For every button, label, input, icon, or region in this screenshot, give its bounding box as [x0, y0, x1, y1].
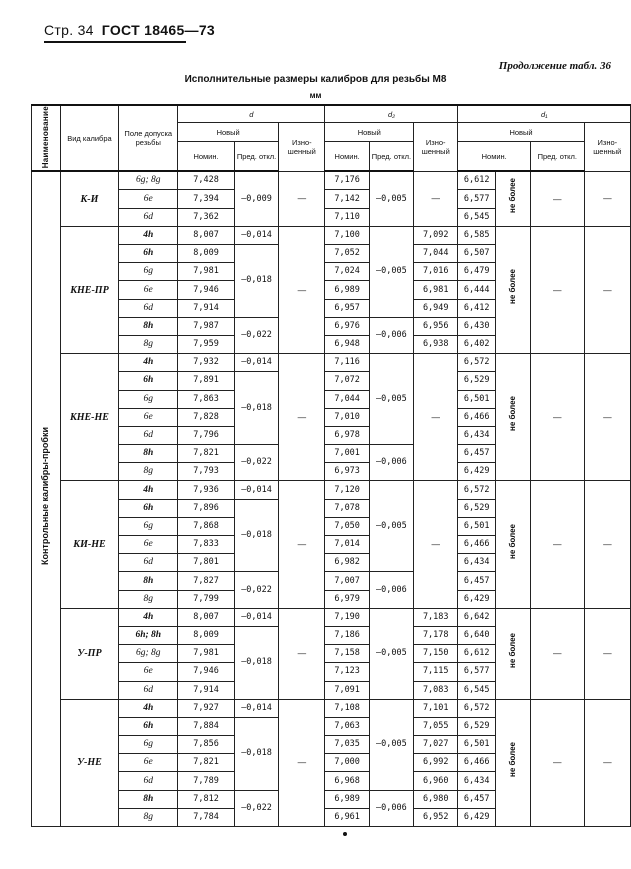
d-deviation: —0,014: [234, 699, 278, 717]
d-nominal: 8,009: [178, 626, 235, 644]
d1-worn: —: [584, 226, 630, 353]
tolerance-field: 6d: [119, 208, 178, 226]
d2-worn: 6,960: [414, 772, 458, 790]
d2-worn: 6,992: [414, 754, 458, 772]
tolerance-field: 4h: [119, 354, 178, 372]
not-more-cell: [495, 226, 530, 353]
d2-nominal: 7,110: [325, 208, 369, 226]
d-worn: —: [279, 699, 325, 826]
table-row: [32, 171, 631, 190]
tolerance-field: 4h: [119, 481, 178, 499]
tolerance-field: 6g: [119, 263, 178, 281]
tolerance-field: 4h: [119, 608, 178, 626]
d2-worn: 6,938: [414, 335, 458, 353]
gauge-kind: КИ-НЕ: [60, 481, 119, 608]
header-d2: d₂: [325, 105, 458, 123]
d2-nominal: 6,978: [325, 426, 369, 444]
d2-nominal: 6,979: [325, 590, 369, 608]
d-nominal: 7,863: [178, 390, 235, 408]
d2-nominal: 6,973: [325, 463, 369, 481]
d2-nominal: 7,014: [325, 536, 369, 554]
d2-worn: 7,016: [414, 263, 458, 281]
d-nominal: 7,936: [178, 481, 235, 499]
d-nominal: 7,828: [178, 408, 235, 426]
d1-nominal: 6,545: [458, 681, 496, 699]
not-more-cell: [495, 481, 530, 608]
header-field: Поле допуска резьбы: [119, 105, 178, 171]
table-row: [32, 354, 631, 372]
tolerance-field: 8h: [119, 317, 178, 335]
d1-nominal: 6,577: [458, 190, 496, 208]
d1-nominal: 6,529: [458, 499, 496, 517]
d2-deviation: —0,006: [369, 445, 413, 481]
d2-nominal: 7,024: [325, 263, 369, 281]
d1-nominal: 6,577: [458, 663, 496, 681]
d2-nominal: 7,044: [325, 390, 369, 408]
header-d2-new: Новый: [325, 123, 414, 142]
d-nominal: 7,927: [178, 699, 235, 717]
d-nominal: 7,884: [178, 717, 235, 735]
not-more-label: не более: [508, 523, 518, 559]
d-nominal: 7,891: [178, 372, 235, 390]
tolerance-field: 6g; 8g: [119, 645, 178, 663]
tolerance-field: 8g: [119, 808, 178, 826]
d1-nominal: 6,585: [458, 226, 496, 244]
d1-nominal: 6,402: [458, 335, 496, 353]
d2-nominal: 7,072: [325, 372, 369, 390]
d2-worn: 7,101: [414, 699, 458, 717]
d2-deviation: —0,005: [369, 354, 413, 445]
d1-nominal: 6,444: [458, 281, 496, 299]
tolerance-field: 8g: [119, 335, 178, 353]
gauge-kind: К-И: [60, 171, 119, 226]
d1-nominal: 6,545: [458, 208, 496, 226]
tolerance-field: 6e: [119, 754, 178, 772]
d-worn: —: [279, 171, 325, 226]
page-number: Стр. 34: [44, 22, 94, 38]
d-worn: —: [279, 354, 325, 481]
d-nominal: 7,833: [178, 536, 235, 554]
d1-nominal: 6,529: [458, 717, 496, 735]
d-nominal: 7,796: [178, 426, 235, 444]
d-deviation: —0,009: [234, 171, 278, 226]
table-row: [32, 481, 631, 499]
not-more-label: не более: [508, 269, 518, 305]
not-more-cell: [495, 354, 530, 481]
d-nominal: 7,801: [178, 554, 235, 572]
tolerance-field: 6h; 8h: [119, 626, 178, 644]
gauge-dimensions-table: [31, 104, 631, 827]
tolerance-field: 6d: [119, 426, 178, 444]
tolerance-field: 6h: [119, 245, 178, 263]
d1-worn: —: [584, 608, 630, 699]
d1-nominal: 6,457: [458, 572, 496, 590]
d1-worn: —: [584, 699, 630, 826]
group-name-cell: [32, 171, 61, 826]
header-kind: Вид калибра: [60, 105, 119, 171]
d1-nominal: 6,429: [458, 808, 496, 826]
tolerance-field: 6d: [119, 681, 178, 699]
d1-nominal: 6,642: [458, 608, 496, 626]
table-title: Исполнительные размеры калибров для резьбы М8: [184, 74, 447, 85]
d-nominal: 7,428: [178, 171, 235, 190]
d2-nominal: 6,948: [325, 335, 369, 353]
d1-worn: —: [584, 171, 630, 226]
not-more-label: не более: [508, 178, 518, 214]
d2-deviation: —0,005: [369, 699, 413, 790]
d2-worn: 7,055: [414, 717, 458, 735]
header-d1-dev: Пред. откл.: [530, 142, 584, 172]
d2-worn: 6,956: [414, 317, 458, 335]
d-nominal: 7,959: [178, 335, 235, 353]
d1-nominal: 6,501: [458, 390, 496, 408]
d2-nominal: 7,120: [325, 481, 369, 499]
tolerance-field: 6g: [119, 736, 178, 754]
tolerance-field: 6g: [119, 517, 178, 535]
table-body: [32, 171, 631, 826]
d2-nominal: 7,091: [325, 681, 369, 699]
d2-worn: 7,178: [414, 626, 458, 644]
d1-deviation: —: [530, 481, 584, 608]
not-more-cell: [495, 608, 530, 699]
not-more-cell: [495, 171, 530, 226]
d1-worn: —: [584, 354, 630, 481]
d2-nominal: 7,052: [325, 245, 369, 263]
d2-nominal: 6,976: [325, 317, 369, 335]
d2-worn: 7,044: [414, 245, 458, 263]
d1-nominal: 6,501: [458, 517, 496, 535]
d2-nominal: 7,000: [325, 754, 369, 772]
tolerance-field: 8g: [119, 590, 178, 608]
d-deviation: —0,022: [234, 790, 278, 826]
d2-nominal: 6,989: [325, 281, 369, 299]
d-nominal: 7,981: [178, 263, 235, 281]
header-d-new: Новый: [178, 123, 279, 142]
tolerance-field: 6g; 8g: [119, 171, 178, 190]
d1-nominal: 6,457: [458, 790, 496, 808]
d1-nominal: 6,434: [458, 554, 496, 572]
d-nominal: 8,007: [178, 226, 235, 244]
d-deviation: —0,022: [234, 317, 278, 353]
tolerance-field: 6g: [119, 390, 178, 408]
d2-deviation: —0,005: [369, 481, 413, 572]
d2-worn: —: [414, 171, 458, 226]
d2-worn: 7,092: [414, 226, 458, 244]
d2-nominal: 6,968: [325, 772, 369, 790]
d-nominal: 7,946: [178, 281, 235, 299]
d2-nominal: 7,123: [325, 663, 369, 681]
d2-worn: 7,115: [414, 663, 458, 681]
d1-nominal: 6,429: [458, 463, 496, 481]
d1-nominal: 6,466: [458, 754, 496, 772]
d-nominal: 7,932: [178, 354, 235, 372]
tolerance-field: 6h: [119, 499, 178, 517]
not-more-label: не более: [508, 741, 518, 777]
d1-nominal: 6,572: [458, 354, 496, 372]
group-label: Контрольные калибры-пробки: [40, 426, 51, 565]
d-nominal: 7,914: [178, 299, 235, 317]
tolerance-field: 6d: [119, 772, 178, 790]
gauge-kind: У-ПР: [60, 608, 119, 699]
d-nominal: 8,007: [178, 608, 235, 626]
d1-nominal: 6,457: [458, 445, 496, 463]
d1-nominal: 6,507: [458, 245, 496, 263]
d2-nominal: 7,176: [325, 171, 369, 190]
d1-nominal: 6,466: [458, 408, 496, 426]
d2-deviation: —0,005: [369, 608, 413, 699]
header-d2-dev: Пред. откл.: [369, 142, 413, 172]
table-row: [32, 226, 631, 244]
d2-worn: 6,952: [414, 808, 458, 826]
d-deviation: —0,014: [234, 354, 278, 372]
d2-deviation: —0,005: [369, 171, 413, 226]
d-deviation: —0,018: [234, 245, 278, 318]
d-nominal: 7,896: [178, 499, 235, 517]
d2-worn: 7,183: [414, 608, 458, 626]
d2-worn: 6,980: [414, 790, 458, 808]
d1-nominal: 6,434: [458, 426, 496, 444]
d2-nominal: 7,035: [325, 736, 369, 754]
d1-nominal: 6,572: [458, 481, 496, 499]
d-worn: —: [279, 226, 325, 353]
d2-nominal: 7,007: [325, 572, 369, 590]
d2-deviation: —0,006: [369, 572, 413, 608]
d1-nominal: 6,640: [458, 626, 496, 644]
d-nominal: 7,394: [178, 190, 235, 208]
d2-nominal: 7,116: [325, 354, 369, 372]
d-nominal: 7,799: [178, 590, 235, 608]
table-row: [32, 699, 631, 717]
d-deviation: —0,014: [234, 481, 278, 499]
header-d1-worn: Изно- шенный: [584, 123, 630, 172]
d2-nominal: 7,100: [325, 226, 369, 244]
d1-nominal: 6,612: [458, 171, 496, 190]
header-d2-nom: Номин.: [325, 142, 369, 172]
tolerance-field: 4h: [119, 226, 178, 244]
d-deviation: —0,022: [234, 572, 278, 608]
tolerance-field: 8h: [119, 445, 178, 463]
table-row: [32, 608, 631, 626]
d2-nominal: 7,158: [325, 645, 369, 663]
d2-nominal: 6,982: [325, 554, 369, 572]
d2-nominal: 7,063: [325, 717, 369, 735]
tolerance-field: 6e: [119, 281, 178, 299]
d-deviation: —0,014: [234, 226, 278, 244]
d2-nominal: 7,142: [325, 190, 369, 208]
d1-deviation: —: [530, 354, 584, 481]
tolerance-field: 6h: [119, 717, 178, 735]
d2-nominal: 7,010: [325, 408, 369, 426]
d-deviation: —0,014: [234, 608, 278, 626]
header-d1: d₁: [458, 105, 631, 123]
tolerance-field: 6e: [119, 190, 178, 208]
d-deviation: —0,018: [234, 626, 278, 699]
d2-worn: 7,027: [414, 736, 458, 754]
tolerance-field: 6d: [119, 554, 178, 572]
page-mark: [343, 832, 347, 836]
d-nominal: 7,946: [178, 663, 235, 681]
d-nominal: 7,784: [178, 808, 235, 826]
standard-number: ГОСТ 18465—73: [101, 22, 216, 38]
tolerance-field: 4h: [119, 699, 178, 717]
d1-nominal: 6,434: [458, 772, 496, 790]
unit-label: мм: [309, 91, 322, 100]
tolerance-field: 6e: [119, 536, 178, 554]
d1-nominal: 6,429: [458, 590, 496, 608]
d1-deviation: —: [530, 226, 584, 353]
d2-nominal: 6,989: [325, 790, 369, 808]
d-nominal: 7,793: [178, 463, 235, 481]
d2-nominal: 7,078: [325, 499, 369, 517]
d-worn: —: [279, 608, 325, 699]
d-nominal: 7,981: [178, 645, 235, 663]
header-d-worn: Изно- шенный: [279, 123, 325, 172]
not-more-label: не более: [508, 396, 518, 432]
d1-nominal: 6,501: [458, 736, 496, 754]
d2-nominal: 6,961: [325, 808, 369, 826]
d2-deviation: —0,005: [369, 226, 413, 317]
d2-worn: —: [414, 481, 458, 608]
d-nominal: 7,914: [178, 681, 235, 699]
d1-deviation: —: [530, 608, 584, 699]
header-d1-new: Новый: [458, 123, 584, 142]
header-name: Наименование: [32, 105, 61, 171]
d1-nominal: 6,430: [458, 317, 496, 335]
gauge-kind: У-НЕ: [60, 699, 119, 826]
d1-worn: —: [584, 481, 630, 608]
d-nominal: 8,009: [178, 245, 235, 263]
d2-worn: 6,949: [414, 299, 458, 317]
tolerance-field: 8g: [119, 463, 178, 481]
d1-nominal: 6,466: [458, 536, 496, 554]
d2-worn: 7,150: [414, 645, 458, 663]
d-worn: —: [279, 481, 325, 608]
header-d1-nom: Номин.: [458, 142, 531, 172]
header-d-nom: Номин.: [178, 142, 235, 172]
tolerance-field: 6d: [119, 299, 178, 317]
d2-nominal: 7,186: [325, 626, 369, 644]
d-nominal: 7,821: [178, 754, 235, 772]
d-deviation: —0,022: [234, 445, 278, 481]
d2-nominal: 6,957: [325, 299, 369, 317]
d-nominal: 7,856: [178, 736, 235, 754]
d-nominal: 7,789: [178, 772, 235, 790]
d-nominal: 7,362: [178, 208, 235, 226]
gauge-kind: КНЕ-ПР: [60, 226, 119, 353]
d1-nominal: 6,412: [458, 299, 496, 317]
d2-worn: —: [414, 354, 458, 481]
page-header: [44, 22, 216, 43]
d-nominal: 7,868: [178, 517, 235, 535]
d-nominal: 7,821: [178, 445, 235, 463]
d2-nominal: 7,108: [325, 699, 369, 717]
header-d2-worn: Изно- шенный: [414, 123, 458, 172]
tolerance-field: 8h: [119, 572, 178, 590]
d1-deviation: —: [530, 699, 584, 826]
not-more-cell: [495, 699, 530, 826]
d1-nominal: 6,479: [458, 263, 496, 281]
header-d: d: [178, 105, 325, 123]
not-more-label: не более: [508, 632, 518, 668]
d-deviation: —0,018: [234, 499, 278, 572]
d-nominal: 7,987: [178, 317, 235, 335]
header-d-dev: Пред. откл.: [234, 142, 278, 172]
d-nominal: 7,827: [178, 572, 235, 590]
d1-nominal: 6,572: [458, 699, 496, 717]
gauge-kind: КНЕ-НЕ: [60, 354, 119, 481]
d-deviation: —0,018: [234, 372, 278, 445]
d-nominal: 7,812: [178, 790, 235, 808]
d2-nominal: 7,050: [325, 517, 369, 535]
tolerance-field: 8h: [119, 790, 178, 808]
d2-worn: 6,981: [414, 281, 458, 299]
tolerance-field: 6e: [119, 663, 178, 681]
continuation-label: Продолжение табл. 36: [498, 60, 611, 72]
tolerance-field: 6h: [119, 372, 178, 390]
d2-deviation: —0,006: [369, 317, 413, 353]
d2-nominal: 7,190: [325, 608, 369, 626]
d2-worn: 7,083: [414, 681, 458, 699]
d-deviation: —0,018: [234, 717, 278, 790]
d1-nominal: 6,529: [458, 372, 496, 390]
d1-deviation: —: [530, 171, 584, 226]
d2-deviation: —0,006: [369, 790, 413, 826]
d2-nominal: 7,001: [325, 445, 369, 463]
tolerance-field: 6e: [119, 408, 178, 426]
d1-nominal: 6,612: [458, 645, 496, 663]
